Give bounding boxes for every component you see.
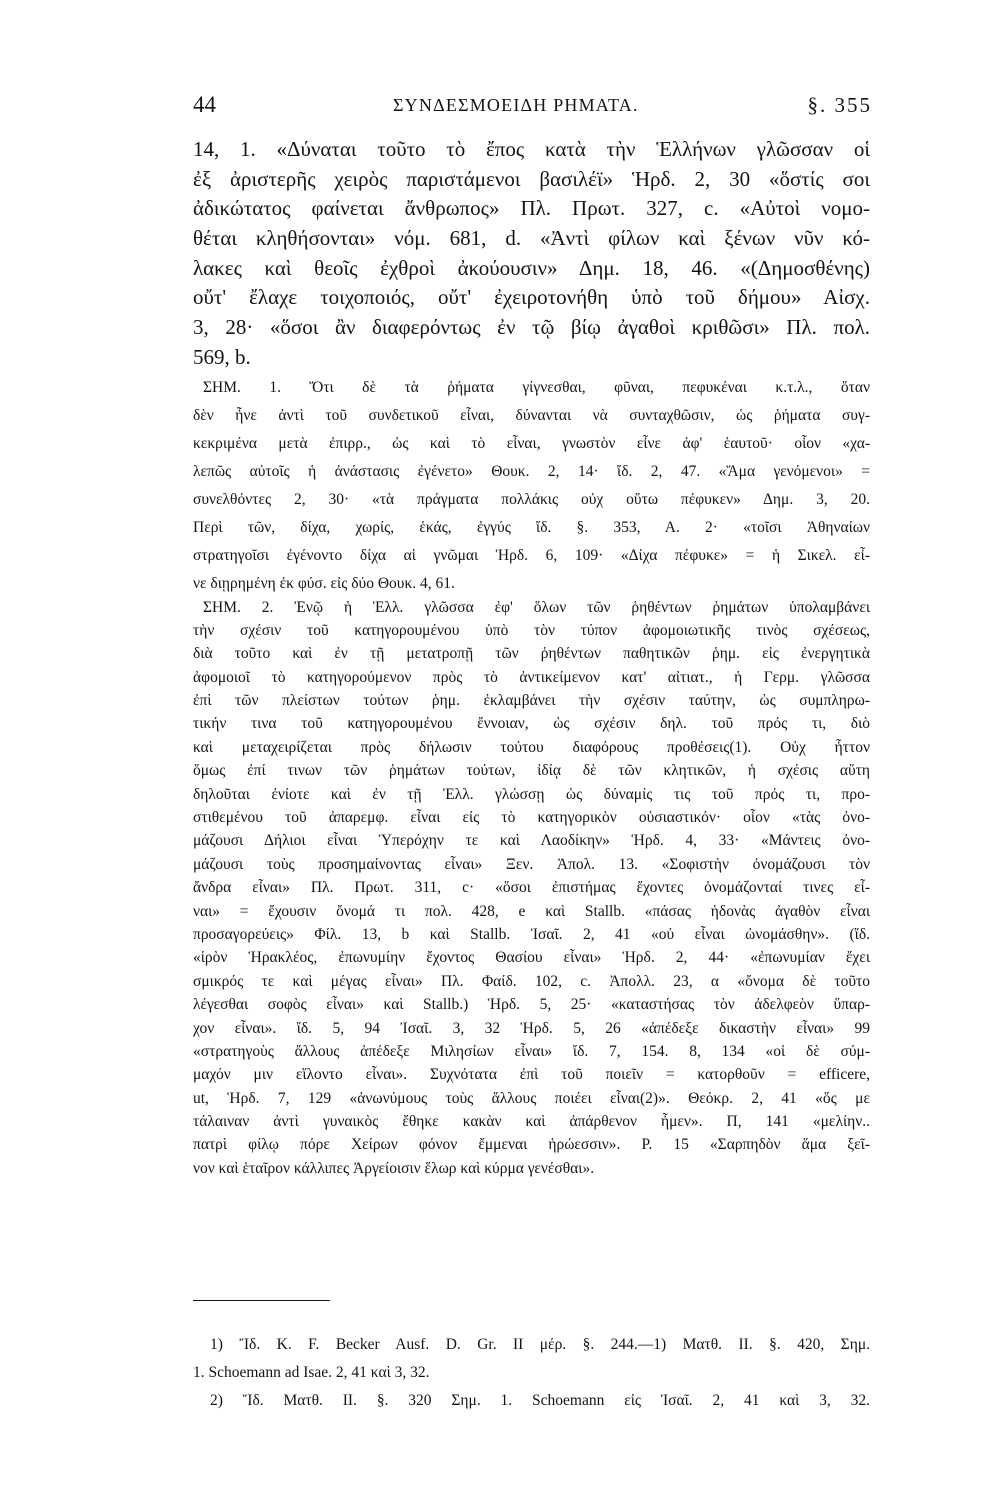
text-line: τάλαιναν ἀντὶ γυναικὸς ἔθηκε κακὰν καὶ ἀπάρθενον ἦμεν». Π, 141 «μελίην.. xyxy=(193,1113,870,1131)
text-line: ΣΗΜ. 1. Ὅτι δὲ τὰ ῥήματα γίγνεσθαι, φῦναι, πεφυκέναι κ.τ.λ., ὅταν xyxy=(203,379,870,396)
text-line: 569, b. xyxy=(193,344,251,369)
note-1 xyxy=(193,374,870,598)
text-line: «στρατηγοὺς ἄλλους ἀπέδεξε Μιλησίων εἶναι» ἴδ. 7, 154. 8, 134 «οἱ δὲ σύμ- xyxy=(193,1042,870,1060)
text-line: 3, 28· «ὅσοι ἂν διαφερόντως ἐν τῷ βίῳ ἀγαθοὶ κριθῶσι» Πλ. πολ. xyxy=(193,315,870,340)
text-line: προσαγορεύεις» Φίλ. 13, b καὶ Stallb. Ἰσαῖ. 2, 41 «οὐ εἶναι ὠνομάσθην». (ἴδ. xyxy=(193,925,870,943)
page-number: 44 xyxy=(193,92,216,117)
text-line: λεπῶς αὐτοῖς ἡ ἀνάστασις ἐγένετο» Θουκ. 2, 14· ἴδ. 2, 47. «Ἅμα γενόμενοι» = xyxy=(193,463,870,480)
text-line: οὔτ' ἔλαχε τοιχοποιός, οὔτ' ἐχειροτονήθη ὑπὸ τοῦ δήμου» Αἰσχ. xyxy=(193,285,870,310)
text-line: ἀφομοιοῖ τὸ κατηγορούμενον πρὸς τὸ ἀντικείμενον κατ' αἰτιατ., ἡ Γερμ. γλῶσσα xyxy=(193,668,870,686)
text-line: λέγεσθαι σοφὸς εἶναι» καὶ Stallb.) Ἡρδ. 5, 25· «καταστήσας τὸν ἀδελφεὸν ὕπαρ- xyxy=(193,996,870,1014)
text-line: «ἱρὸν Ἡρακλέος, ἐπωνυμίην ἔχοντος Θασίου εἶναι» Ἡρδ. 2, 44· «ἐπωνυμίαν ἔχει xyxy=(193,949,870,967)
text-line: ἐξ ἀριστερῆς χειρὸς παριστάμενοι βασιλέϊ» Ἡρδ. 2, 30 «ὅστίς σοι xyxy=(193,166,870,191)
text-line: ἄνδρα εἶναι» Πλ. Πρωτ. 311, c· «ὅσοι ἐπιστήμας ἔχοντες ὀνομάζονταί τινες εἶ- xyxy=(193,879,870,897)
text-line: ναι» = ἔχουσιν ὄνομά τι πολ. 428, e καὶ Stallb. «πάσας ἡδονὰς ἀγαθὸν εἶναι xyxy=(193,902,870,920)
text-line: δηλοῦται ἐνίοτε καὶ ἐν τῇ Ἑλλ. γλώσσῃ ὡς δύναμίς τις τοῦ πρός τι, προ- xyxy=(193,785,870,803)
footnote-line: 1. Schoemann ad Isae. 2, 41 καὶ 3, 32. xyxy=(193,1364,430,1381)
text-line: μάζουσι Δήλιοι εἶναι Ὑπερόχην τε καὶ Λαοδίκην» Ἡρδ. 4, 33· «Μάντεις ὀνο- xyxy=(193,832,870,850)
running-title: ΣΥΝΔΕΣΜΟΕΙΔΗ ΡΗΜΑΤΑ. xyxy=(393,95,639,115)
footnote-line: 2) Ἴδ. Ματθ. II. §. 320 Σημ. 1. Schoemann εἰς Ἰσαῖ. 2, 41 καὶ 3, 32. xyxy=(210,1392,870,1409)
section-number: §. 355 xyxy=(807,93,872,117)
text-line: διὰ τοῦτο καὶ ἐν τῇ μετατροπῇ τῶν ῥηθέντων παθητικῶν ῥημ. εἰς ἐνεργητικὰ xyxy=(193,645,870,663)
footnotes xyxy=(193,1331,870,1415)
text-line: 14, 1. «Δύναται τοῦτο τὸ ἔπος κατὰ τὴν Ἑλλήνων γλῶσσαν οἱ xyxy=(193,137,870,161)
footnote-line: 1) Ἴδ. K. F. Becker Ausf. D. Gr. II μέρ. §. 244.—1) Ματθ. II. §. 420, Σημ. xyxy=(210,1336,870,1353)
text-line: ut, Ἡρδ. 7, 129 «ἀνωνύμους τοὺς ἄλλους ποιέει εἶναι(2)». Θεόκρ. 2, 41 «ὅς με xyxy=(193,1089,870,1107)
text-line: ἀδικώτατος φαίνεται ἄνθρωπος» Πλ. Πρωτ. 327, c. «Αὐτοὶ νομο- xyxy=(193,196,870,221)
text-line: θέται κληθήσονται» νόμ. 681, d. «Ἀντὶ φίλων καὶ ξένων νῦν κό- xyxy=(193,226,870,251)
footnote-rule xyxy=(193,1300,330,1301)
text-line: σμικρός τε καὶ μέγας εἶναι» Πλ. Φαίδ. 102, c. Ἀπολλ. 23, α «ὄνομα δὲ τοῦτο xyxy=(193,972,870,990)
text-line: Περὶ τῶν, δίχα, χωρίς, ἑκάς, ἐγγύς ἴδ. §. 353, Α. 2· «τοῖσι Ἀθηναίων xyxy=(193,519,870,536)
text-line: ἐπὶ τῶν πλείστων τούτων ῥημ. ἐκλαμβάνει τὴν σχέσιν ταύτην, ὡς συμπληρω- xyxy=(193,692,870,710)
text-line: χον εἶναι». ἴδ. 5, 94 Ἰσαῖ. 3, 32 Ἡρδ. 5, 26 «ἀπέδεξε δικαστὴν εἶναι» 99 xyxy=(193,1019,870,1037)
text-line: ΣΗΜ. 2. Ἐνῷ ἡ Ἑλλ. γλῶσσα ἐφ' ὅλων τῶν ῥηθέντων ῥημάτων ὑπολαμβάνει xyxy=(203,598,870,616)
text-line: πατρὶ φίλῳ πόρε Χείρων φόνον ἔμμεναι ἡρώεσσιν». Ρ. 15 «Σαρπηδὸν ἅμα ξεῖ- xyxy=(193,1136,870,1154)
text-line: νον καὶ ἑταῖρον κάλλιπες Ἀργείοισιν ἕλωρ καὶ κύρμα γενέσθαι». xyxy=(193,1159,595,1177)
text-line: συνελθόντες 2, 30· «τὰ πράγματα πολλάκις οὐχ οὕτω πέφυκεν» Δημ. 3, 20. xyxy=(193,491,870,508)
text-line: δὲν ἦνε ἀντὶ τοῦ συνδετικοῦ εἶναι, δύνανται νὰ συνταχθῶσιν, ὡς ῥήματα συγ- xyxy=(193,407,870,424)
text-line: μαχόν μιν εἵλοντο εἶναι». Συχνότατα ἐπὶ τοῦ ποιεῖν = κατορθοῦν = efficere, xyxy=(193,1066,870,1084)
text-line: κεκριμένα μετὰ ἐπιρρ., ὡς καὶ τὸ εἶναι, γνωστὸν εἶνε ἀφ' ἑαυτοῦ· οἷον «χα- xyxy=(193,435,870,452)
text-line: στρατηγοῖσι ἐγένοντο δίχα αἱ γνῶμαι Ἡρδ. 6, 109· «Δίχα πέφυκε» = ἡ Σικελ. εἶ- xyxy=(193,547,870,564)
text-line: καὶ μεταχειρίζεται πρὸς δήλωσιν τούτου διαφόρους προθέσεις(1). Οὐχ ἧττον xyxy=(193,738,870,756)
text-line: νε διῃρημένη ἐκ φύσ. εἰς δύο Θουκ. 4, 61. xyxy=(193,575,455,592)
main-paragraph xyxy=(193,135,870,373)
text-line: τικήν τινα τοῦ κατηγορουμένου ἔννοιαν, ὡς σχέσιν δηλ. τοῦ πρός τι, διὸ xyxy=(193,715,870,733)
text-line: στιθεμένου τοῦ ἀπαρεμφ. εἶναι εἰς τὸ κατηγορικὸν οὐσιαστικόν· οἷον «τὰς ὀνο- xyxy=(193,809,870,827)
text-line: τὴν σχέσιν τοῦ κατηγορουμένου ὑπὸ τὸν τύπον ἀφομοιωτικῆς τινὸς σχέσεως, xyxy=(193,621,870,639)
note-2 xyxy=(193,596,870,1181)
text-line: μάζουσι τοὺς προσημαίνοντας εἶναι» Ξεν. Ἀπολ. 13. «Σοφιστὴν ὀνομάζουσι τὸν xyxy=(193,855,870,873)
text-line: ὅμως ἐπί τινων τῶν ῥημάτων τούτων, ἰδίᾳ δὲ τῶν κλητικῶν, ἡ σχέσις αὕτη xyxy=(193,762,870,780)
text-line: λακες καὶ θεοῖς ἐχθροὶ ἀκούουσιν» Δημ. 18, 46. «(Δημοσθένης) xyxy=(193,255,870,280)
